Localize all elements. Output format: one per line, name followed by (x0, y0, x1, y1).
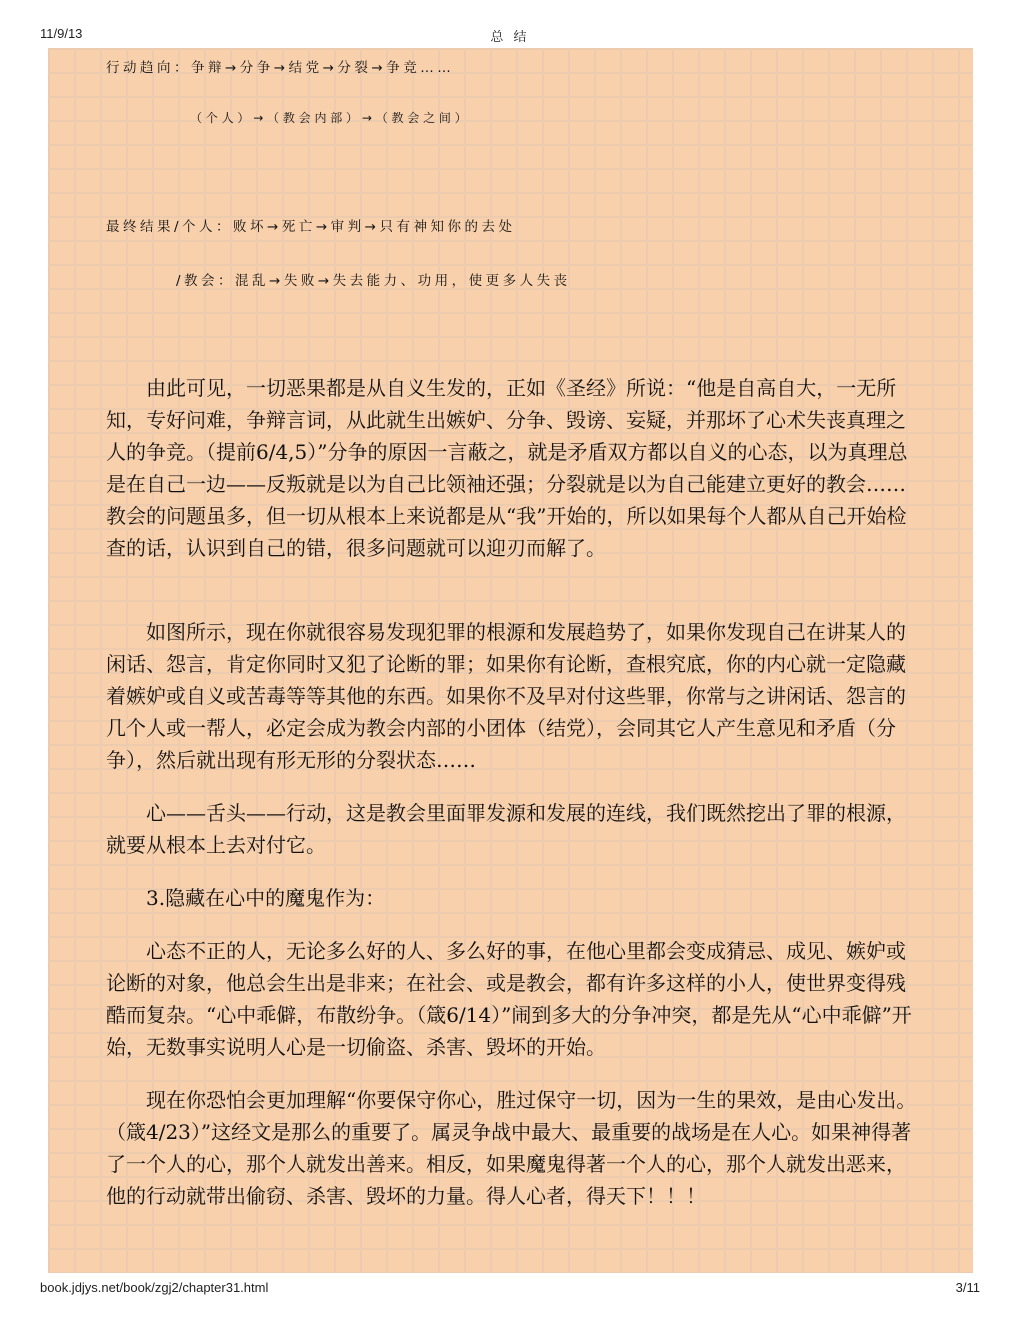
page-title: 总 结 (490, 30, 530, 45)
paragraph: 现在你恐怕会更加理解“你要保守你心，胜过保守一切，因为一生的果效，是由心发出。（箴4/23）”这经文是那么的重要了。属灵争战中最大、最重要的战场是在人心。如果神得著了一个人的心，那个人就发出善来。相反，如果魔鬼得著一个人的心，那个人就发出恶来，他的行动就带出偷窃、杀害、毁坏的力量。得人心者，得天下！！！ (106, 1088, 917, 1208)
paragraph: 如图所示，现在你就很容易发现犯罪的根源和发展趋势了，如果你发现自己在讲某人的闲话、怨言，肯定你同时又犯了论断的罪；如果你有论断，查根究底，你的内心就一定隐藏着嫉妒或自义或苦毒等等其他的东西。如果你不及早对付这些罪，你常与之讲闲话、怨言的几个人或一帮人，必定会成为教会内部的小团体（结党），会同其它人产生意见和矛盾（分争），然后就出现有形无形的分裂状态…… (106, 620, 906, 772)
paragraph: 心态不正的人，无论多么好的人、多么好的事，在他心里都会变成猜忌、成见、嫉妒或论断的对象，他总会生出是非来；在社会、或是教会，都有许多这样的小人，使世界变得残酷而复杂。“心中乖僻，布散纷争。（箴6/14）”闹到多大的分争冲突，都是先从“心中乖僻”开始，无数事实说明人心是一切偷盗、杀害、毁坏的开始。 (106, 939, 912, 1059)
diagram-result-church: /教会：混乱→失败→失去能力、功用，使更多人失丧 (176, 273, 571, 289)
paragraph: 由此可见，一切恶果都是从自义生发的，正如《圣经》所说：“他是自高自大，一无所知，专好问难，争辩言词，从此就生出嫉妒、分争、毁谤、妄疑，并那坏了心术失丧真理之人的争竞。（提前6/4,5）”分争的原因一言蔽之，就是矛盾双方都以自义的心态，以为真理总是在自己一边——反叛就是以为自己比领袖还强；分裂就是以为自己能建立更好的教会……教会的问题虽多，但一切从根本上来说都是从“我”开始的，所以如果每个人都从自己开始检查的话，认识到自己的错，很多问题就可以迎刃而解了。 (106, 376, 908, 560)
diagram-result-personal: 最终结果/个人：败坏→死亡→审判→只有神知你的去处 (106, 219, 516, 235)
content-area (48, 48, 973, 1273)
diagram-scope-trend: （个人）→（教会内部）→（教会之间） (190, 111, 471, 125)
diagram-action-trend: 行动趋向：争辩→分争→结党→分裂→争竞…… (106, 60, 455, 76)
page-number: 3/11 (955, 1280, 980, 1295)
page-url: book.jdjys.net/book/zgj2/chapter31.html (40, 1280, 269, 1295)
paragraph: 心——舌头——行动，这是教会里面罪发源和发展的连线，我们既然挖出了罪的根源，就要从根本上去对付它。 (106, 801, 906, 857)
print-date: 11/9/13 (40, 26, 83, 41)
section-heading: 3.隐藏在心中的魔鬼作为： (146, 886, 386, 910)
